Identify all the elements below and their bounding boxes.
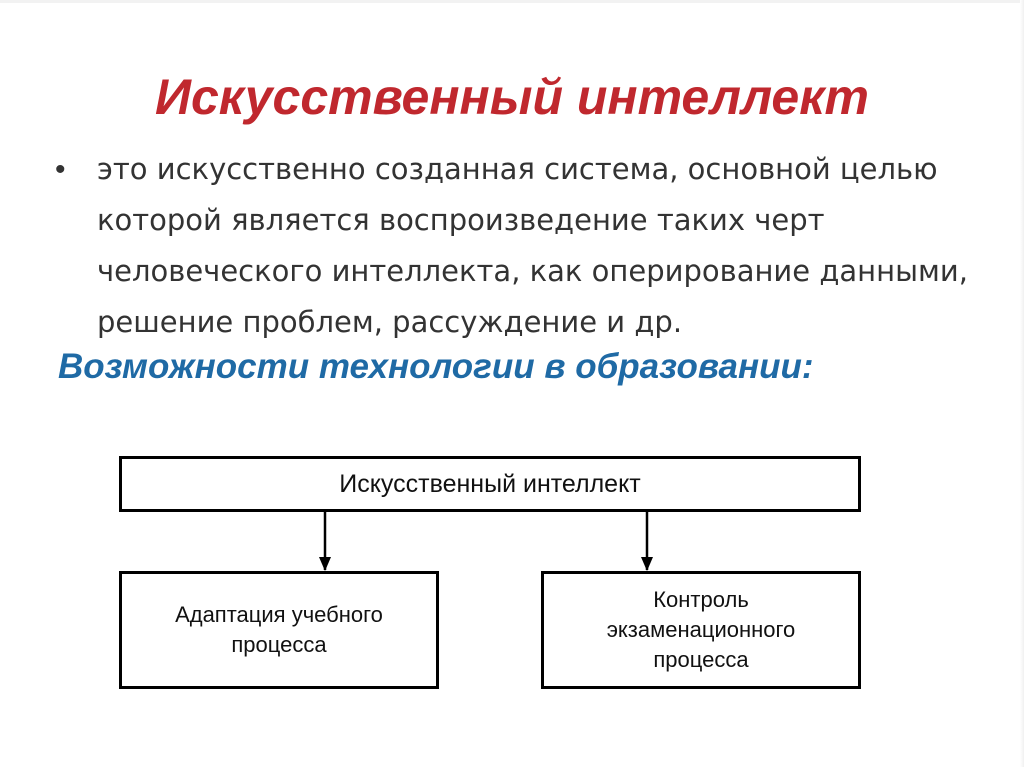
- diagram-child-box-adaptation: [119, 571, 439, 689]
- bullet-marker: •: [55, 153, 66, 186]
- diagram-root-box: [119, 456, 861, 512]
- slide-title: Искусственный интеллект: [154, 69, 869, 125]
- diagram-child-box-exam-control: [541, 571, 861, 689]
- section-subheading: Возможности технологии в образовании:: [58, 347, 814, 386]
- diagram-child-label-adaptation: Адаптация учебного процесса: [175, 602, 383, 657]
- diagram-child-label-exam-control: Контроль экзаменационного процесса: [606, 587, 796, 672]
- diagram-root-label: Искусственный интеллект: [339, 469, 641, 498]
- top-edge-decoration: [0, 0, 1024, 3]
- arrowhead-right: [641, 557, 653, 571]
- definition-text: это искусственно созданная система, основной целью которой является воспроизведение таких черт человеческого интеллекта, как оперирование данными, решение проблем, рассуждение и др.: [97, 152, 968, 339]
- arrowhead-left: [319, 557, 331, 571]
